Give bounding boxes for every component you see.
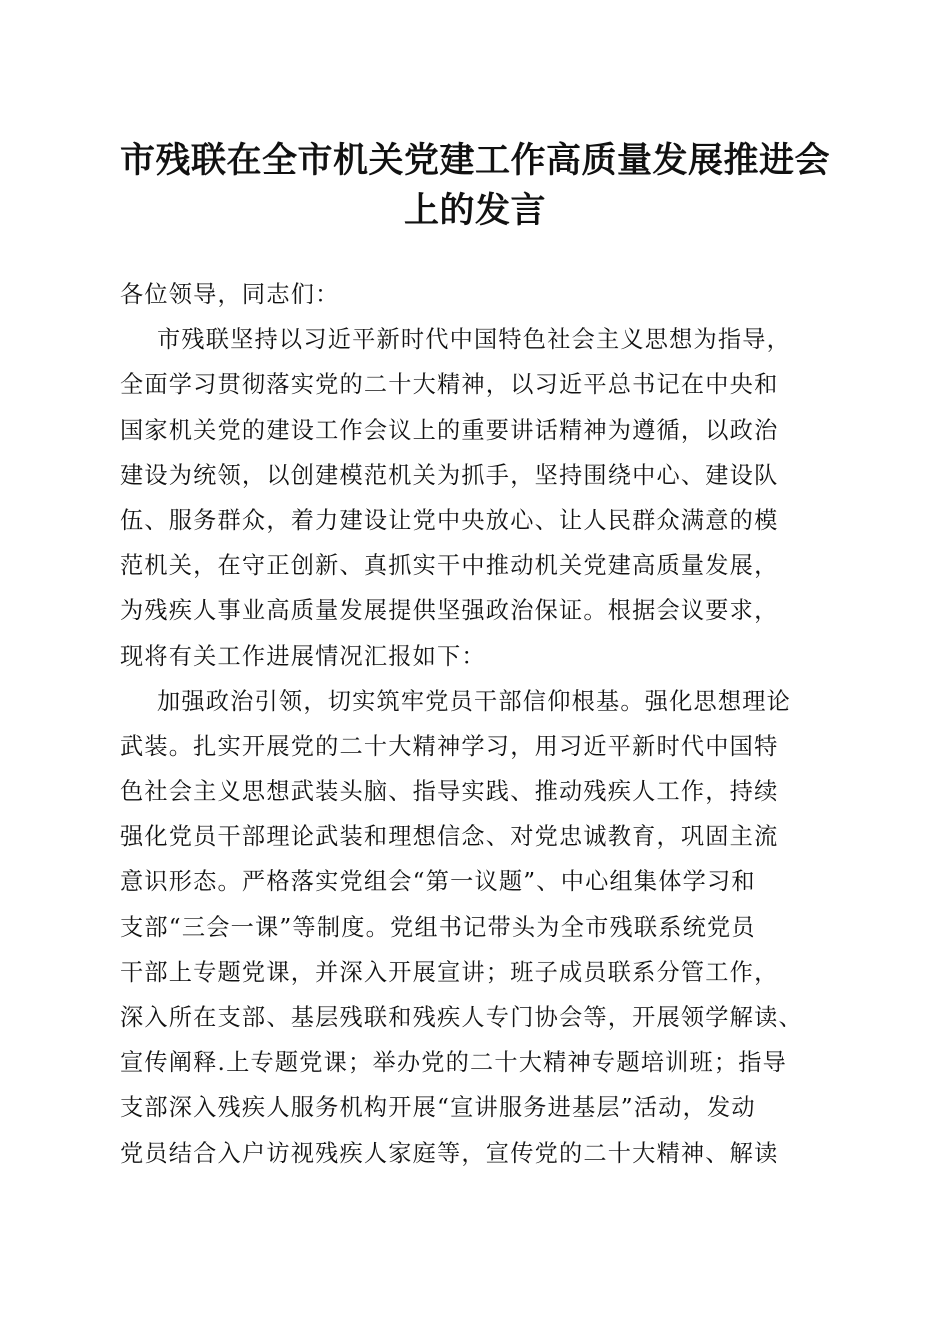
paragraph-line: 宣传阐释.上专题党课；举办党的二十大精神专题培训班；指导: [120, 1049, 788, 1077]
paragraph-2: [120, 679, 835, 1176]
paragraph-line: 深入所在支部、基层残联和残疾人专门协会等，开展领学解读、: [120, 1004, 803, 1031]
document-title: [100, 136, 850, 236]
paragraph-line: 市残联坚持以习近平新时代中国特色社会主义思想为指导，: [157, 326, 792, 354]
paragraph-1: [120, 317, 835, 679]
paragraph-line: 国家机关党的建设工作会议上的重要讲话精神为遵循，以政治: [120, 416, 779, 444]
paragraph-line: 支部“三会一课”等制度。党组书记带头为全市残联系统党员: [120, 913, 756, 941]
paragraph-line: 伍、服务群众，着力建设让党中央放心、让人民群众满意的模: [120, 506, 779, 534]
paragraph-line: 意识形态。严格落实党组会“第一议题”、中心组集体学习和: [120, 868, 756, 896]
salutation: 各位领导，同志们：: [120, 281, 340, 308]
paragraph-line: 全面学习贯彻落实党的二十大精神，以习近平总书记在中央和: [120, 371, 779, 399]
paragraph-line: 强化党员干部理论武装和理想信念、对党忠诚教育，巩固主流: [120, 823, 779, 851]
paragraph-line: 建设为统领，以创建模范机关为抓手，坚持围绕中心、建设队: [120, 461, 779, 489]
paragraph-line: 加强政治引领，切实筑牢党员干部信仰根基。强化思想理论: [157, 687, 792, 715]
paragraph-line: 为残疾人事业高质量发展提供坚强政治保证。根据会议要求，: [120, 597, 779, 625]
paragraph-line: 色社会主义思想武装头脑、指导实践、推动残疾人工作，持续: [120, 778, 779, 806]
paragraph-line: 武装。扎实开展党的二十大精神学习，用习近平新时代中国特: [120, 732, 779, 760]
paragraph-line: 现将有关工作进展情况汇报如下：: [120, 642, 486, 670]
title-line-1: 市残联在全市机关党建工作高质量发展推进会: [119, 140, 830, 181]
paragraph-line: 干部上专题党课，并深入开展宣讲；班子成员联系分管工作，: [120, 958, 779, 986]
title-line-2: 上的发言: [403, 190, 546, 231]
paragraph-line: 党员结合入户访视残疾人家庭等，宣传党的二十大精神、解读: [120, 1139, 779, 1167]
paragraph-line: 支部深入残疾人服务机构开展“宣讲服务进基层”活动，发动: [120, 1094, 756, 1122]
paragraph-line: 范机关，在守正创新、真抓实干中推动机关党建高质量发展，: [120, 552, 779, 580]
document-body: [120, 272, 835, 1176]
